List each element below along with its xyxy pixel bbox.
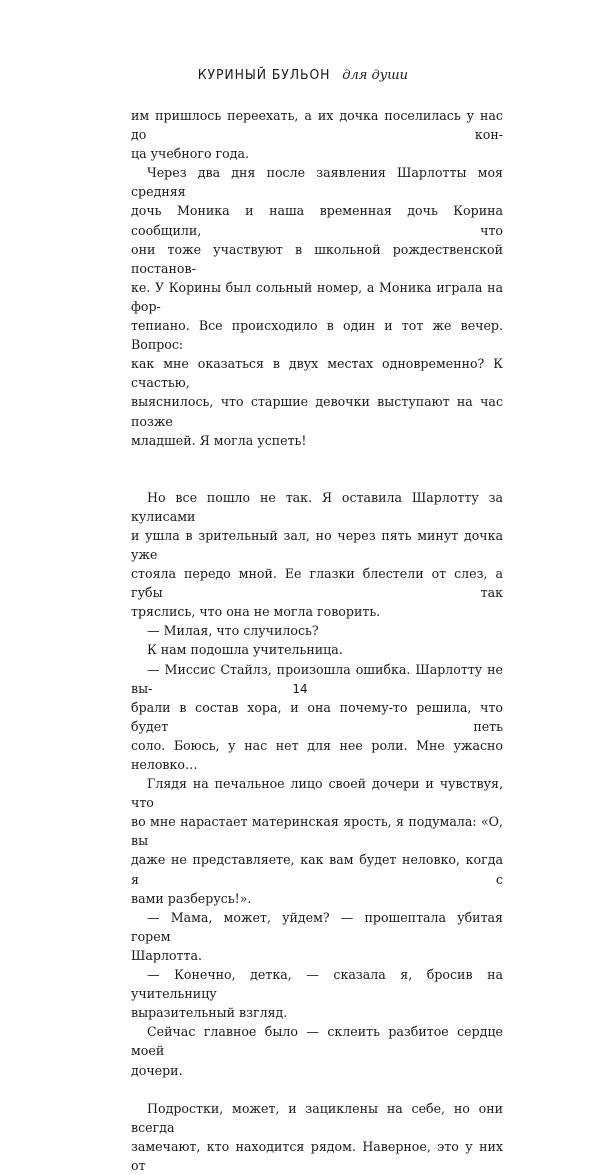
page-number: 14 <box>292 682 308 696</box>
text-line: Но все пошло не так. Я оставила Шарлотту за кулисами <box>131 489 503 524</box>
book-title-script: для души <box>342 68 408 83</box>
text-line: тряслись, что она не могла говорить. <box>131 604 381 620</box>
text-line: К нам подошла учительница. <box>147 642 343 658</box>
text-line: выразительный взгляд. <box>131 1005 288 1021</box>
text-line: ке. У Корины был сольный номер, а Моника играла на фор- <box>131 279 503 314</box>
text-line: Сейчас главное было — склеить разбитое сердце моей <box>131 1024 503 1059</box>
text-line: тепиано. Все происходило в один и тот же вечер. Вопрос: <box>131 318 503 353</box>
text-line: — Конечно, детка, — сказала я, бросив на учительницу <box>131 967 503 1002</box>
text-line: даже не представляете, как вам будет неловко, когда я с <box>131 852 503 887</box>
text-line: соло. Боюсь, у нас нет для нее роли. Мне ужасно неловко… <box>131 737 503 772</box>
text-line: Глядя на печальное лицо своей дочери и чувствуя, что <box>131 776 503 811</box>
text-line: дочери. <box>131 1062 183 1078</box>
body-text <box>131 106 503 1175</box>
book-title: КУРИНЫЙ БУЛЬОН <box>197 67 331 83</box>
text-line: и ушла в зрительный зал, но через пять минут дочка уже <box>131 527 503 562</box>
section-break <box>131 450 503 469</box>
text-line: замечают, кто находится рядом. Наверное, это у них от <box>131 1138 503 1173</box>
text-line: дочь Моника и наша временная дочь Корина сообщили, что <box>131 203 503 238</box>
text-line: Подростки, может, и зациклены на себе, но они всегда <box>131 1100 503 1135</box>
section-break <box>131 469 503 488</box>
text-line: стояла передо мной. Ее глазки блестели от слез, а губы так <box>131 566 503 601</box>
text-line: младшей. Я могла успеть! <box>131 432 307 448</box>
running-head <box>0 64 600 83</box>
text-line: они тоже участвуют в школьной рождественской постанов- <box>131 241 503 276</box>
text-line: — Милая, что случилось? <box>147 623 319 639</box>
text-line: Шарлотта. <box>131 947 202 963</box>
text-line: Через два дня после заявления Шарлотты моя средняя <box>131 165 503 200</box>
text-line: выяснилось, что старшие девочки выступают на час позже <box>131 394 503 429</box>
text-line: — Миссис Стайлз, произошла ошибка. Шарлотту не вы- <box>131 661 503 696</box>
section-break <box>131 1080 503 1099</box>
text-line: — Мама, может, уйдем? — прошептала убитая горем <box>131 909 503 944</box>
text-line: вами разберусь!». <box>131 890 252 906</box>
text-line: брали в состав хора, и она почему-то решила, что будет петь <box>131 699 503 734</box>
text-line: ца учебного года. <box>131 146 249 162</box>
text-line: им пришлось переехать, а их дочка поселилась у нас до кон- <box>131 108 503 143</box>
text-line: во мне нарастает материнская ярость, я подумала: «О, вы <box>131 814 503 849</box>
text-line: как мне оказаться в двух местах одновременно? К счастью, <box>131 356 503 391</box>
